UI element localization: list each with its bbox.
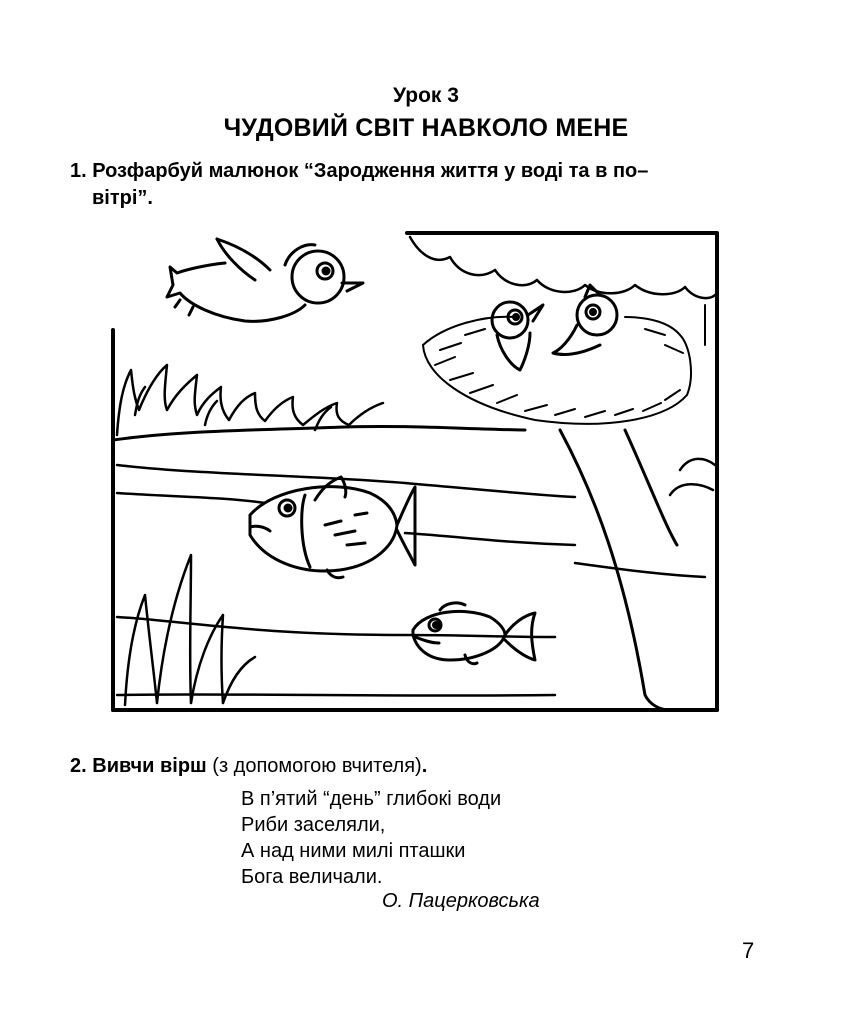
task-2	[70, 755, 427, 778]
poem-line: А над ними милі пташки	[241, 840, 466, 862]
poem-line: Бога величали.	[241, 866, 383, 888]
chick-icon	[553, 285, 617, 355]
poem-line: В п’ятий “день” глибокі води	[241, 788, 502, 810]
task-1-line-2: вітрі”.	[92, 187, 153, 209]
shore-line	[113, 426, 525, 440]
poem	[241, 786, 501, 890]
water-icon	[117, 465, 705, 696]
poem-line: Риби заселяли,	[241, 814, 386, 836]
chick-icon	[492, 302, 543, 370]
coloring-picture	[105, 225, 725, 725]
page-number: 7	[742, 938, 755, 963]
water-plant-icon	[125, 555, 255, 705]
fish-icon	[413, 603, 535, 664]
task-1	[70, 158, 770, 212]
task-2-end-mark: .	[421, 755, 428, 777]
fish-icon	[250, 477, 415, 578]
flying-bird-icon	[167, 239, 363, 321]
tree-icon	[410, 237, 715, 710]
page-title: ЧУДОВИЙ СВІТ НАВКОЛО МЕНЕ	[223, 114, 629, 142]
task-2-note: (з допомогою вчителя)	[206, 755, 422, 777]
poem-author: О. Пацерковська	[382, 890, 540, 912]
task-1-line-1: 1. Розфарбуй малюнок “Зародження життя у воді та в по–	[70, 160, 649, 182]
nest-icon	[423, 317, 691, 424]
task-2-instruction: Вивчи вірш	[92, 755, 207, 777]
grass-icon	[117, 365, 383, 435]
lesson-label: Урок 3	[393, 84, 459, 107]
task-2-number: 2.	[70, 755, 93, 777]
